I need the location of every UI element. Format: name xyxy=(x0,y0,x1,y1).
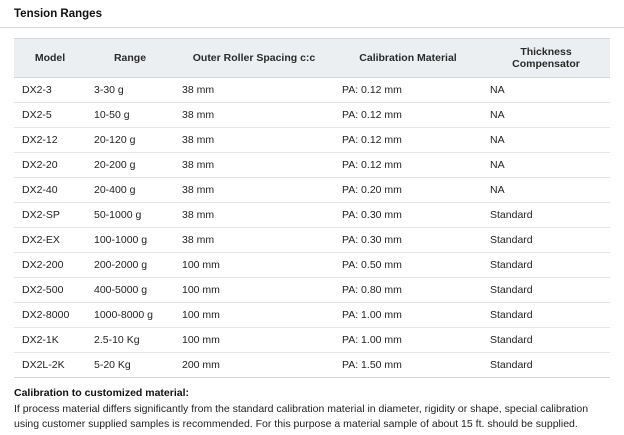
column-header-outer-roller-spacing: Outer Roller Spacing c:c xyxy=(174,39,334,78)
cell-range: 5-20 Kg xyxy=(86,353,174,378)
cell-spacing: 200 mm xyxy=(174,353,334,378)
cell-calibration: PA: 0.20 mm xyxy=(334,178,482,203)
cell-thickness: Standard xyxy=(482,303,610,328)
column-header-range: Range xyxy=(86,39,174,78)
column-header-calibration-material: Calibration Material xyxy=(334,39,482,78)
cell-model: DX2-40 xyxy=(14,178,86,203)
cell-model: DX2-3 xyxy=(14,78,86,103)
table-row xyxy=(14,353,610,378)
cell-model: DX2-EX xyxy=(14,228,86,253)
cell-range: 20-200 g xyxy=(86,153,174,178)
cell-range: 20-400 g xyxy=(86,178,174,203)
table-row xyxy=(14,328,610,353)
cell-range: 1000-8000 g xyxy=(86,303,174,328)
cell-calibration: PA: 0.12 mm xyxy=(334,103,482,128)
cell-model: DX2-SP xyxy=(14,203,86,228)
cell-thickness: Standard xyxy=(482,203,610,228)
cell-calibration: PA: 0.30 mm xyxy=(334,203,482,228)
table-row xyxy=(14,128,610,153)
cell-model: DX2-12 xyxy=(14,128,86,153)
cell-range: 100-1000 g xyxy=(86,228,174,253)
cell-thickness: Standard xyxy=(482,278,610,303)
cell-calibration: PA: 0.50 mm xyxy=(334,253,482,278)
cell-model: DX2-5 xyxy=(14,103,86,128)
tension-ranges-table xyxy=(14,38,610,378)
cell-model: DX2-20 xyxy=(14,153,86,178)
table-row xyxy=(14,103,610,128)
page-title: Tension Ranges xyxy=(14,8,102,20)
cell-calibration: PA: 1.00 mm xyxy=(334,303,482,328)
cell-thickness: NA xyxy=(482,103,610,128)
cell-thickness: Standard xyxy=(482,328,610,353)
table-row xyxy=(14,203,610,228)
table-row xyxy=(14,228,610,253)
cell-model: DX2L-2K xyxy=(14,353,86,378)
cell-spacing: 38 mm xyxy=(174,78,334,103)
calibration-notes-heading: Calibration to customized material: xyxy=(14,387,190,399)
cell-range: 2.5-10 Kg xyxy=(86,328,174,353)
cell-calibration: PA: 0.30 mm xyxy=(334,228,482,253)
cell-thickness: Standard xyxy=(482,353,610,378)
cell-calibration: PA: 1.50 mm xyxy=(334,353,482,378)
cell-thickness: NA xyxy=(482,153,610,178)
cell-spacing: 38 mm xyxy=(174,228,334,253)
cell-range: 200-2000 g xyxy=(86,253,174,278)
tension-ranges-table-container xyxy=(0,28,624,378)
cell-thickness: NA xyxy=(482,78,610,103)
cell-range: 50-1000 g xyxy=(86,203,174,228)
table-row xyxy=(14,178,610,203)
cell-range: 20-120 g xyxy=(86,128,174,153)
cell-thickness: Standard xyxy=(482,253,610,278)
cell-model: DX2-500 xyxy=(14,278,86,303)
cell-spacing: 38 mm xyxy=(174,153,334,178)
cell-spacing: 100 mm xyxy=(174,278,334,303)
cell-thickness: NA xyxy=(482,178,610,203)
cell-spacing: 100 mm xyxy=(174,303,334,328)
table-header xyxy=(14,39,610,78)
cell-spacing: 38 mm xyxy=(174,178,334,203)
cell-calibration: PA: 0.12 mm xyxy=(334,153,482,178)
cell-spacing: 38 mm xyxy=(174,128,334,153)
table-header-row xyxy=(14,39,610,78)
table-row xyxy=(14,78,610,103)
cell-spacing: 100 mm xyxy=(174,253,334,278)
cell-calibration: PA: 0.80 mm xyxy=(334,278,482,303)
cell-range: 400-5000 g xyxy=(86,278,174,303)
cell-range: 3-30 g xyxy=(86,78,174,103)
table-body xyxy=(14,78,610,378)
cell-spacing: 100 mm xyxy=(174,328,334,353)
calibration-notes xyxy=(0,378,624,432)
cell-spacing: 38 mm xyxy=(174,103,334,128)
cell-model: DX2-200 xyxy=(14,253,86,278)
calibration-notes-body: If process material differs significantly from the standard calibration material in diameter, rigidity or shape, special calibration using customer supplied samples is recommended. For this purpose a material sample of about 15 ft. should be supplied. xyxy=(14,403,589,430)
cell-spacing: 38 mm xyxy=(174,203,334,228)
column-header-model: Model xyxy=(14,39,86,78)
table-row xyxy=(14,153,610,178)
cell-thickness: Standard xyxy=(482,228,610,253)
cell-model: DX2-1K xyxy=(14,328,86,353)
cell-range: 10-50 g xyxy=(86,103,174,128)
cell-calibration: PA: 0.12 mm xyxy=(334,128,482,153)
cell-calibration: PA: 0.12 mm xyxy=(334,78,482,103)
table-row xyxy=(14,278,610,303)
column-header-thickness-compensator: Thickness Compensator xyxy=(482,39,610,78)
cell-calibration: PA: 1.00 mm xyxy=(334,328,482,353)
cell-thickness: NA xyxy=(482,128,610,153)
cell-model: DX2-8000 xyxy=(14,303,86,328)
table-row xyxy=(14,253,610,278)
table-row xyxy=(14,303,610,328)
